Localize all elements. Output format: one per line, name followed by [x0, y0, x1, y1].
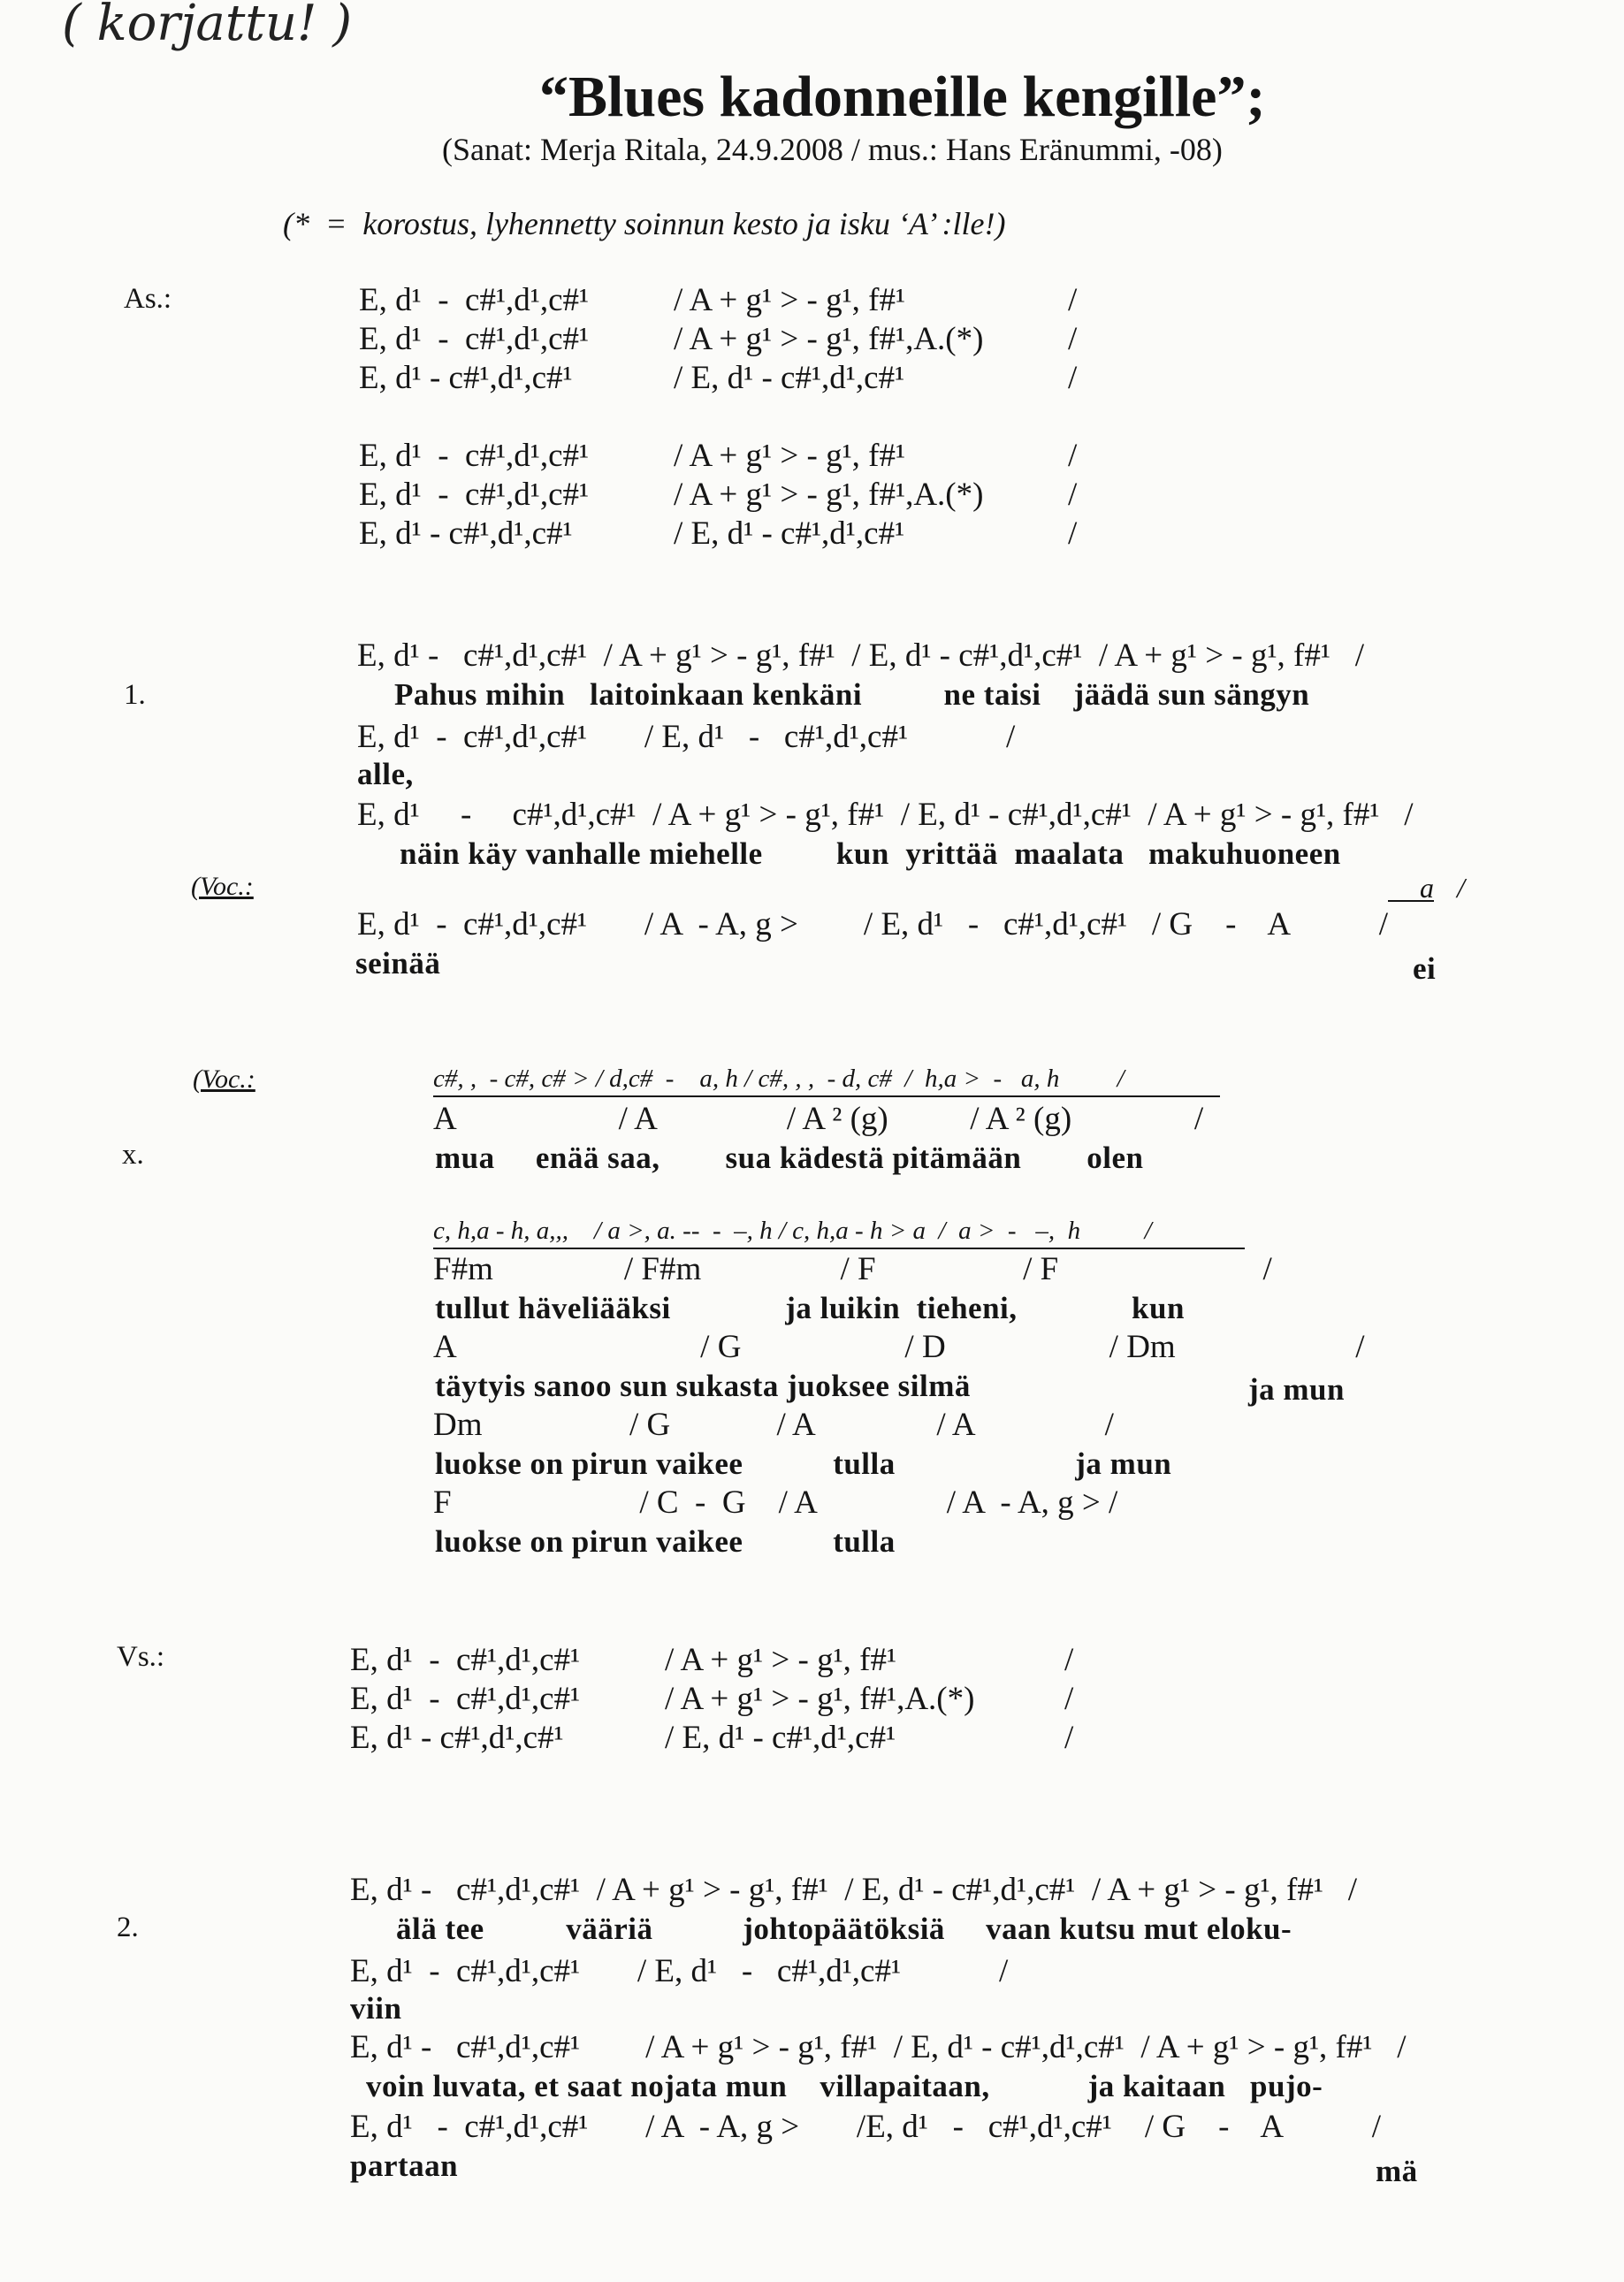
chord-bar-1: E, d¹ - c#¹,d¹,c#¹	[359, 282, 590, 318]
chord-line: E, d¹ - c#¹,d¹,c#¹ / A + g¹ > - g¹, f#¹ / E, d¹ - c#¹,d¹,c#¹ / A + g¹ > - g¹, f#¹ /	[357, 637, 1364, 674]
chord-line: E, d¹ - c#¹,d¹,c#¹	[359, 515, 573, 552]
chord-line: E, d¹ - c#¹,d¹,c#¹	[350, 1681, 581, 1717]
chord-line: E, d¹ - c#¹,d¹,c#¹ / A + g¹ > - g¹, f#¹ / E, d¹ - c#¹,d¹,c#¹ / A + g¹ > - g¹, f#¹ /	[350, 2029, 1407, 2065]
lyric-line: tullut häveliääksi ja luikin tieheni, kun	[435, 1291, 1185, 1325]
chord-line: E, d¹ - c#¹,d¹,c#¹	[359, 438, 590, 474]
lyric-line: Pahus mihin laitoinkaan kenkäni ne taisi jäädä sun sängyn	[394, 677, 1310, 712]
vocal-marker: (Voc.:	[193, 1065, 255, 1094]
bar-end: /	[1068, 438, 1078, 474]
lyric-line: näin käy vanhalle miehelle kun yrittää maalata makuhuoneen	[400, 836, 1341, 871]
accent-footnote: (* = korostus, lyhennetty soinnun kesto ja isku ‘A’ :lle!)	[283, 206, 1006, 241]
chord-line: / E, d¹ - c#¹,d¹,c#¹	[674, 360, 905, 396]
chord-line	[674, 281, 905, 319]
chord-line: / A + g¹ > - g¹, f#¹	[674, 438, 906, 474]
vocal-marker: (Voc.:	[191, 872, 254, 901]
lyric-word: ja mun	[1248, 1372, 1345, 1407]
chord-line: F#m / F#m / F / F /	[433, 1251, 1272, 1287]
bar-end: /	[1068, 360, 1078, 396]
chord-line: E, d¹ - c#¹,d¹,c#¹ / E, d¹ - c#¹,d¹,c#¹ /	[357, 719, 1016, 755]
section-label-intro: As.:	[124, 283, 172, 315]
chord-line: E, d¹ - c#¹,d¹,c#¹	[350, 1720, 564, 1756]
bar-end: /	[1064, 1681, 1074, 1717]
chord-line: / A + g¹ > - g¹, f#¹	[665, 1642, 897, 1678]
bar-end: /	[1068, 282, 1078, 318]
chord-line: / E, d¹ - c#¹,d¹,c#¹	[674, 515, 905, 552]
section-label-verse-1: 1.	[124, 679, 146, 711]
chord-line: / A + g¹ > - g¹, f#¹,A.(*)	[674, 321, 984, 357]
section-label-verse-2: 2.	[117, 1912, 139, 1943]
bar-end: /	[1064, 1642, 1074, 1678]
chord-line	[359, 281, 589, 319]
lyric-word: mä	[1376, 2154, 1418, 2188]
melody-line: c, h,a - h, a,,, / a >, a. -- - –, h / c, h,a - h > a / a > - –, h /	[433, 1217, 1245, 1249]
lyric-line: partaan	[350, 2148, 459, 2183]
lyric-line: luokse on pirun vaikee tulla	[435, 1524, 896, 1559]
chord-line: E, d¹ - c#¹,d¹,c#¹ / E, d¹ - c#¹,d¹,c#¹ /	[350, 1953, 1009, 1989]
lyric-line: mua enää saa, sua kädestä pitämään olen	[435, 1141, 1144, 1175]
chord-line: / E, d¹ - c#¹,d¹,c#¹	[665, 1720, 896, 1756]
chord-line: E, d¹ - c#¹,d¹,c#¹	[359, 321, 590, 357]
handwritten-correction-note: ( korjattu! )	[62, 0, 353, 52]
melody-note: a	[1420, 872, 1434, 904]
chord-line: E, d¹ - c#¹,d¹,c#¹	[359, 477, 590, 513]
chord-bar-2: / A + g¹ > - g¹, f#¹	[674, 282, 906, 318]
chord-line: E, d¹ - c#¹,d¹,c#¹ / A + g¹ > - g¹, f#¹ / E, d¹ - c#¹,d¹,c#¹ / A + g¹ > - g¹, f#¹ /	[357, 797, 1414, 833]
chord-line: E, d¹ - c#¹,d¹,c#¹ / A + g¹ > - g¹, f#¹ / E, d¹ - c#¹,d¹,c#¹ / A + g¹ > - g¹, f#¹ /	[350, 1872, 1357, 1908]
lyric-line: viin	[350, 1991, 402, 2026]
bar-end: /	[1068, 477, 1078, 513]
lyric-line: luokse on pirun vaikee tulla ja mun	[435, 1446, 1172, 1481]
chord-line: F / C - G / A / A - A, g > /	[433, 1484, 1118, 1521]
chord-line: / A + g¹ > - g¹, f#¹,A.(*)	[665, 1681, 975, 1717]
bar-end: /	[1068, 321, 1078, 357]
song-credits: (Sanat: Merja Ritala, 24.9.2008 / mus.: Hans Eränummi, -08)	[442, 132, 1223, 167]
lyric-line: täytyis sanoo sun sukasta juoksee silmä	[435, 1369, 971, 1403]
lyric-word: ei	[1413, 951, 1437, 986]
melody-line: c#, , - c#, c# > / d,c# - a, h / c#, , , - d, c# / h,a > - a, h /	[433, 1065, 1220, 1097]
lyric-line: voin luvata, et saat nojata mun villapaitaan, ja kaitaan pujo-	[366, 2069, 1323, 2103]
lyric-line: älä tee vääriä johtopäätöksiä vaan kutsu mut eloku-	[396, 1912, 1292, 1946]
chord-line: E, d¹ - c#¹,d¹,c#¹	[350, 1642, 581, 1678]
chord-line: E, d¹ - c#¹,d¹,c#¹ / A - A, g > /E, d¹ - c#¹,d¹,c#¹ / G - A /	[350, 2109, 1382, 2145]
bar-end: /	[1064, 1720, 1074, 1756]
chord-line: Dm / G / A / A /	[433, 1407, 1114, 1443]
chord-line: A / G / D / Dm /	[433, 1329, 1365, 1365]
chord-line: / A + g¹ > - g¹, f#¹,A.(*)	[674, 477, 984, 513]
melody-slash: /	[1457, 872, 1465, 904]
section-label-interlude: Vs.:	[117, 1641, 165, 1673]
chord-line: E, d¹ - c#¹,d¹,c#¹	[359, 360, 573, 396]
section-label-chorus: x.	[122, 1139, 144, 1171]
chord-line: E, d¹ - c#¹,d¹,c#¹ / A - A, g > / E, d¹ - c#¹,d¹,c#¹ / G - A /	[357, 906, 1389, 943]
lyric-line: seinää	[355, 946, 441, 981]
bar-end: /	[1068, 515, 1078, 552]
song-title: “Blues kadonneille kengille”;	[539, 65, 1266, 129]
lyric-line: alle,	[357, 757, 414, 791]
chord-line: A / A / A ² (g) / A ² (g) /	[433, 1101, 1204, 1137]
